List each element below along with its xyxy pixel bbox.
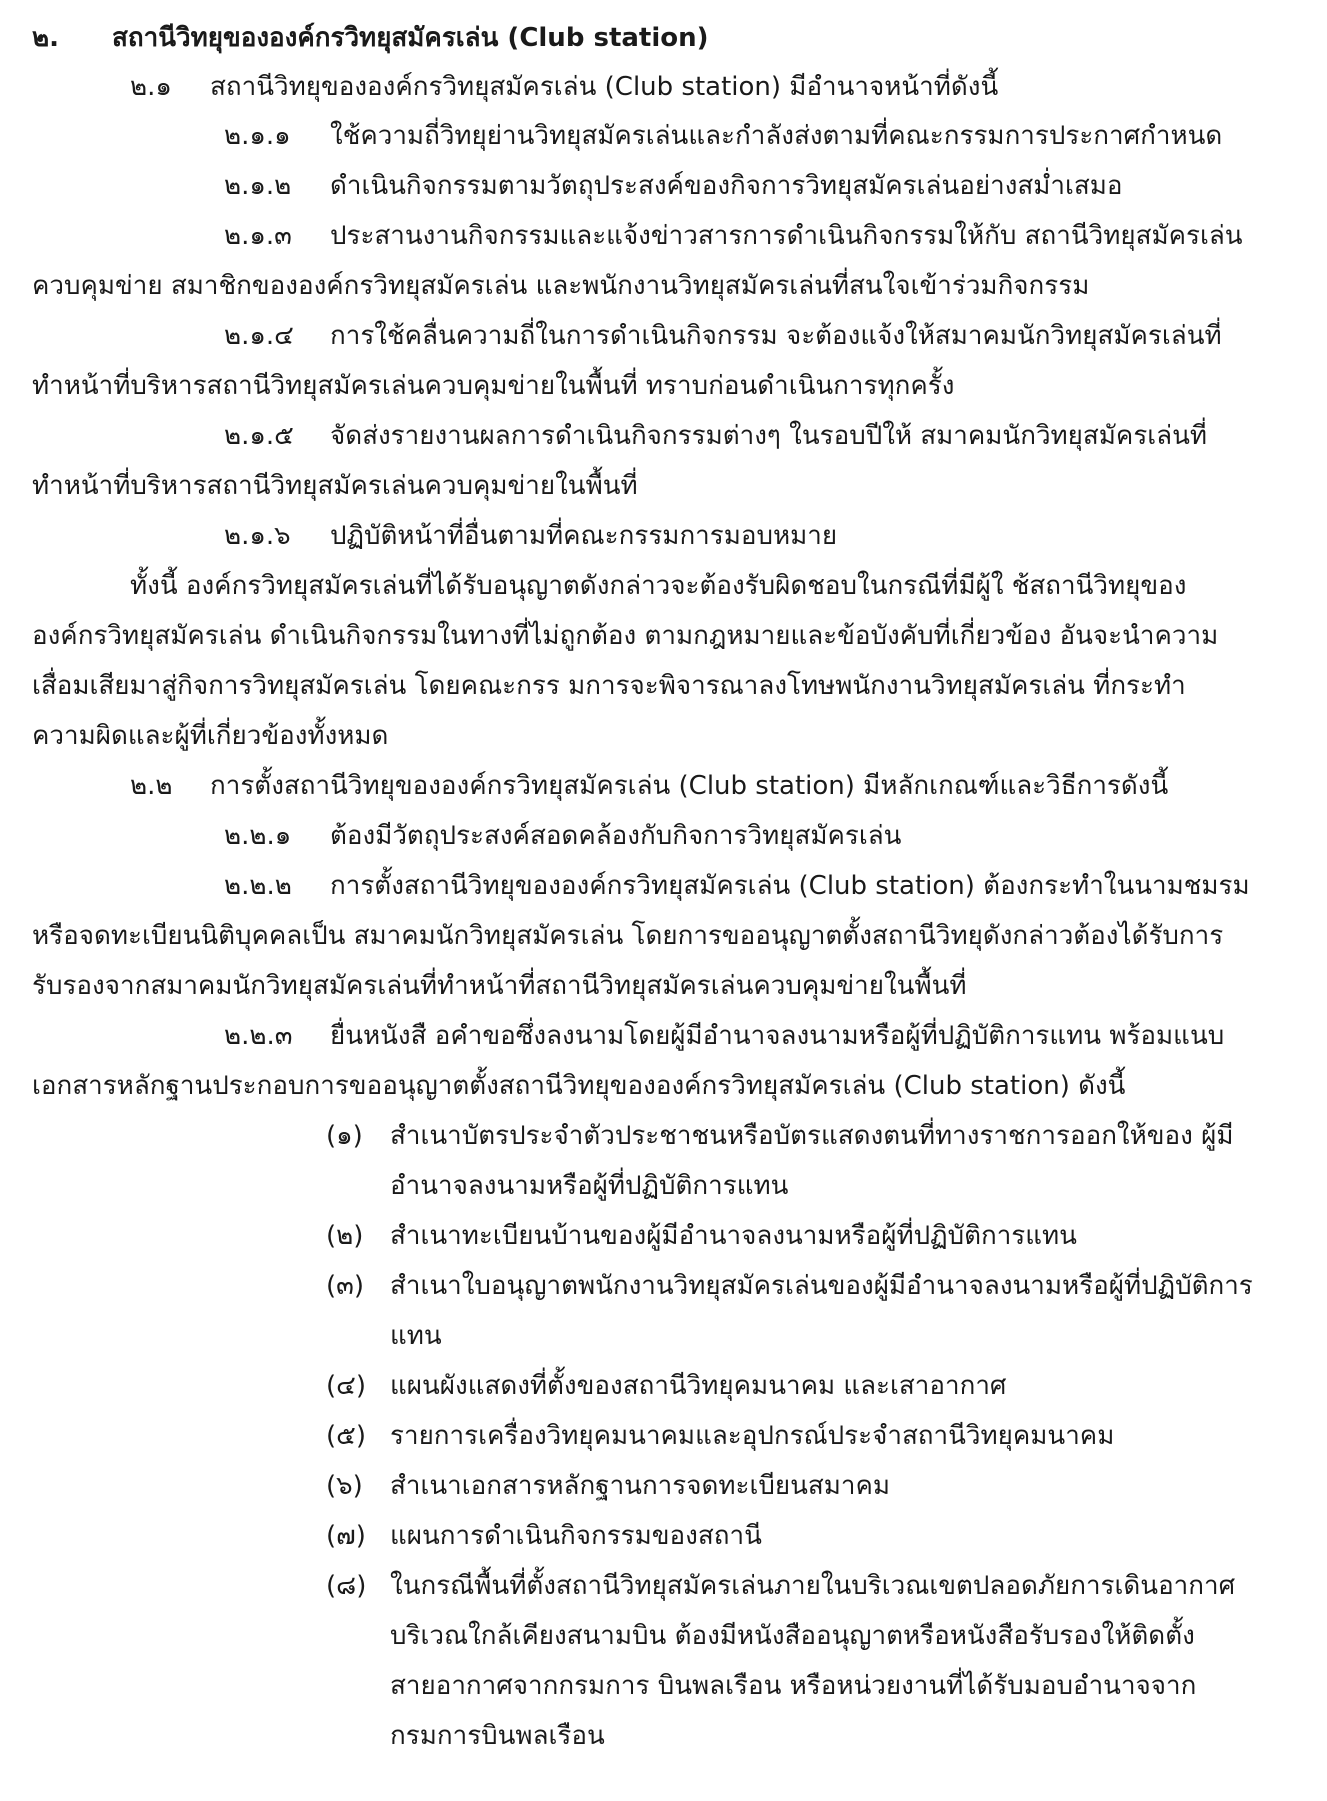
- document-item-text-continued: อำนาจลงนามหรือผู้ที่ปฏิบัติการแทน: [390, 1171, 789, 1201]
- document-item-number: (๕): [326, 1421, 366, 1451]
- clause-text: ประสานงานกิจกรรมและแจ้งข่าวสารการดำเนินกิจกรรมให้กับ สถานีวิทยุสมัครเล่น: [330, 221, 1243, 251]
- document-item-text: สำเนาบัตรประจำตัวประชาชนหรือบัตรแสดงตนที่ทางราชการออกให้ของ ผู้มี: [390, 1121, 1234, 1151]
- clause-number: ๒.๑.๔: [224, 321, 294, 351]
- document-item-text: สำเนาใบอนุญาตพนักงานวิทยุสมัครเล่นของผู้มีอำนาจลงนามหรือผู้ที่ปฏิบัติการ: [390, 1271, 1253, 1301]
- clause-text: ยื่นหนังสื อคำขอซึ่งลงนามโดยผู้มีอำนาจลงนามหรือผู้ที่ปฏิบัติการแทน พร้อมแนบ: [330, 1021, 1225, 1051]
- document-item-number: (๓): [326, 1271, 365, 1301]
- document-item-number: (๑): [326, 1121, 363, 1151]
- clause-number: ๒.๒.๒: [224, 871, 292, 901]
- clause-text-continued: ทำหน้าที่บริหารสถานีวิทยุสมัครเล่นควบคุมข่ายในพื้นที่: [32, 471, 638, 501]
- note-paragraph-line: ทั้งนี้ องค์กรวิทยุสมัครเล่นที่ได้รับอนุญาตดังกล่าวจะต้องรับผิดชอบในกรณีที่มีผู้ใ ช้สถานีวิทยุของ: [130, 571, 1187, 601]
- clause-number: ๒.๑.๕: [224, 421, 294, 451]
- clause-text: การตั้งสถานีวิทยุขององค์กรวิทยุสมัครเล่น (Club station) ต้องกระทำในนามชมรม: [330, 871, 1250, 901]
- document-item-number: (๔): [326, 1371, 366, 1401]
- clause-text-continued: ควบคุมข่าย สมาชิกขององค์กรวิทยุสมัครเล่น และพนักงานวิทยุสมัครเล่นที่สนใจเข้าร่วมกิจกรรม: [32, 271, 1090, 301]
- document-item-text-continued: กรมการบินพลเรือน: [390, 1721, 605, 1751]
- document-item-number: (๖): [326, 1471, 363, 1501]
- section-number: ๒.: [32, 23, 60, 53]
- subsection-number: ๒.๑: [130, 72, 172, 102]
- subsection-number: ๒.๒: [130, 771, 173, 801]
- subsection-text: สถานีวิทยุขององค์กรวิทยุสมัครเล่น (Club station) มีอำนาจหน้าที่ดังนี้: [210, 72, 999, 102]
- clause-text-continued: เอกสารหลักฐานประกอบการขออนุญาตตั้งสถานีวิทยุขององค์กรวิทยุสมัครเล่น (Club station) ดังนี้: [32, 1071, 1126, 1101]
- document-item-number: (๒): [326, 1221, 364, 1251]
- note-paragraph-line: เสื่อมเสียมาสู่กิจการวิทยุสมัครเล่น โดยคณะกรร มการจะพิจารณาลงโทษพนักงานวิทยุสมัครเล่น ที่กระทำ: [32, 671, 1186, 701]
- document-item-number: (๘): [326, 1571, 367, 1601]
- clause-text: ต้องมีวัตถุประสงค์สอดคล้องกับกิจการวิทยุสมัครเล่น: [330, 821, 902, 851]
- document-item-text: แผนการดำเนินกิจกรรมของสถานี: [390, 1521, 762, 1551]
- document-item-number: (๗): [326, 1521, 366, 1551]
- document-item-text: สำเนาเอกสารหลักฐานการจดทะเบียนสมาคม: [390, 1471, 891, 1501]
- clause-number: ๒.๑.๖: [224, 521, 291, 551]
- document-item-text-continued: บริเวณใกล้เคียงสนามบิน ต้องมีหนังสืออนุญาตหรือหนังสือรับรองให้ติดตั้ง: [390, 1621, 1195, 1651]
- clause-text: การใช้คลื่นความถี่ในการดำเนินกิจกรรม จะต้องแจ้งให้สมาคมนักวิทยุสมัครเล่นที่: [330, 321, 1222, 351]
- clause-number: ๒.๑.๑: [224, 121, 291, 151]
- subsection-text: การตั้งสถานีวิทยุขององค์กรวิทยุสมัครเล่น (Club station) มีหลักเกณฑ์และวิธีการดังนี้: [210, 771, 1169, 801]
- document-item-text: สำเนาทะเบียนบ้านของผู้มีอำนาจลงนามหรือผู้ที่ปฏิบัติการแทน: [390, 1221, 1077, 1251]
- clause-number: ๒.๑.๒: [224, 171, 292, 201]
- document-item-text: ในกรณีพื้นที่ตั้งสถานีวิทยุสมัครเล่นภายในบริเวณเขตปลอดภัยการเดินอากาศ: [390, 1571, 1236, 1601]
- clause-text: ใช้ความถี่วิทยุย่านวิทยุสมัครเล่นและกำลังส่งตามที่คณะกรรมการประกาศกำหนด: [330, 121, 1223, 151]
- document-item-text: รายการเครื่องวิทยุคมนาคมและอุปกรณ์ประจำสถานีวิทยุคมนาคม: [390, 1421, 1115, 1451]
- clause-text-continued: หรือจดทะเบียนนิติบุคคลเป็น สมาคมนักวิทยุสมัครเล่น โดยการขออนุญาตตั้งสถานีวิทยุดังกล่าวต้องได้รับการ: [32, 921, 1224, 951]
- document-item-text: แผนผังแสดงที่ตั้งของสถานีวิทยุคมนาคม และเสาอากาศ: [390, 1371, 1007, 1401]
- clause-number: ๒.๑.๓: [224, 221, 292, 251]
- clause-text: จัดส่งรายงานผลการดำเนินกิจกรรมต่างๆ ในรอบปีให้ สมาคมนักวิทยุสมัครเล่นที่: [330, 421, 1208, 451]
- section-title: สถานีวิทยุขององค์กรวิทยุสมัครเล่น (Club station): [112, 23, 709, 53]
- note-paragraph-line: ความผิดและผู้ที่เกี่ยวข้องทั้งหมด: [32, 721, 389, 751]
- document-item-text-continued: แทน: [390, 1321, 442, 1351]
- document-item-text-continued: สายอากาศจากกรมการ บินพลเรือน หรือหน่วยงานที่ได้รับมอบอำนาจจาก: [390, 1671, 1197, 1701]
- clause-text-continued: ทำหน้าที่บริหารสถานีวิทยุสมัครเล่นควบคุมข่ายในพื้นที่ ทราบก่อนดำเนินการทุกครั้ง: [32, 371, 955, 401]
- note-paragraph-line: องค์กรวิทยุสมัครเล่น ดำเนินกิจกรรมในทางที่ไม่ถูกต้อง ตามกฎหมายและข้อบังคับที่เกี่ยวข้อง อันจะนำความ: [32, 621, 1219, 651]
- clause-text: ดำเนินกิจกรรมตามวัตถุประสงค์ของกิจการวิทยุสมัครเล่นอย่างสม่ำเสมอ: [330, 171, 1123, 201]
- clause-number: ๒.๒.๑: [224, 821, 292, 851]
- clause-text: ปฏิบัติหน้าที่อื่นตามที่คณะกรรมการมอบหมาย: [330, 521, 838, 551]
- clause-text-continued: รับรองจากสมาคมนักวิทยุสมัครเล่นที่ทำหน้าที่สถานีวิทยุสมัครเล่นควบคุมข่ายในพื้นที่: [32, 971, 967, 1001]
- clause-number: ๒.๒.๓: [224, 1021, 293, 1051]
